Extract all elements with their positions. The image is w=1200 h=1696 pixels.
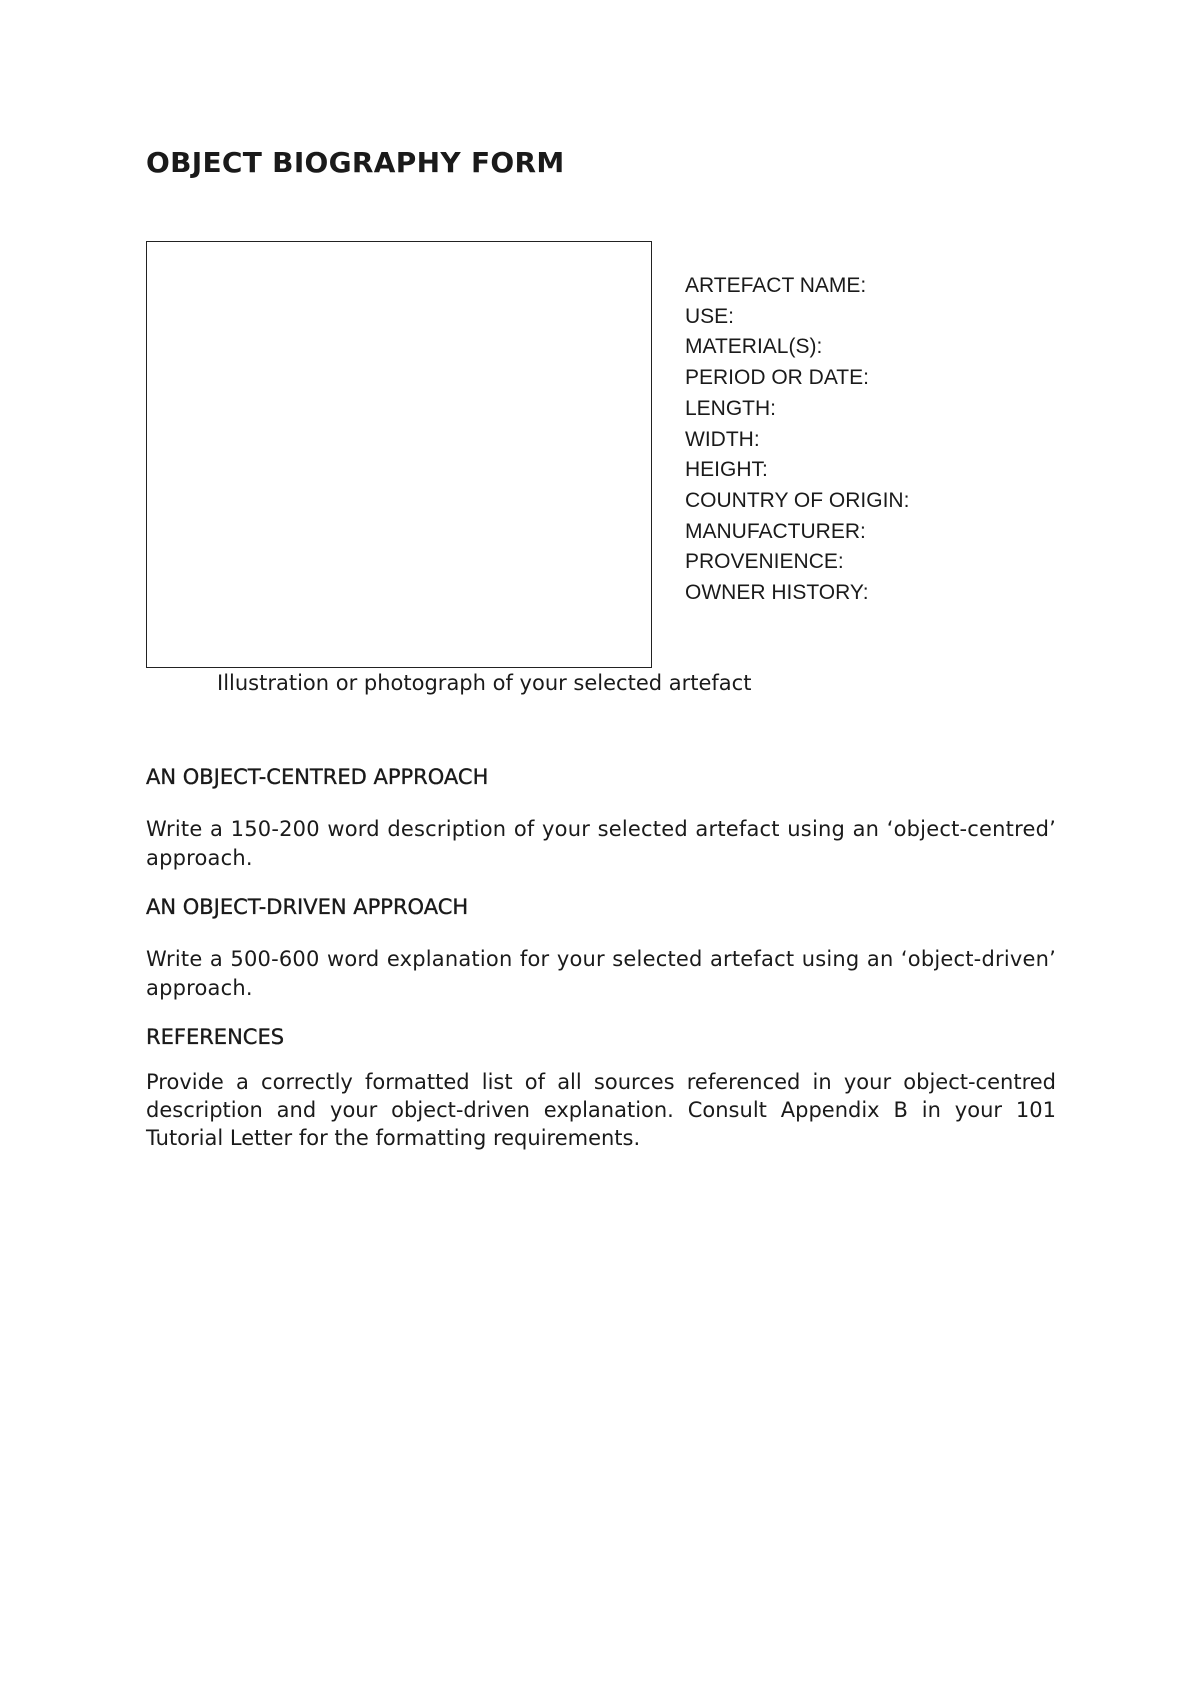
field-period-or-date: PERIOD OR DATE: [685, 366, 869, 390]
field-artefact-name: ARTEFACT NAME: [685, 274, 867, 297]
artefact-field-list [685, 271, 909, 609]
field-owner-history: OWNER HISTORY: [685, 581, 869, 605]
field-provenience: PROVENIENCE: [685, 550, 844, 574]
object-driven-heading: AN OBJECT-DRIVEN APPROACH [146, 895, 469, 919]
field-manufacturer: MANUFACTURER: [685, 519, 866, 543]
references-text: Provide a correctly formatted list of all sources referenced in your object-centred description and your object-driven explanation. Consult Appendix B in your 101 Tutorial Letter for the formatting requirements. [146, 1070, 1056, 1150]
object-centred-heading: AN OBJECT-CENTRED APPROACH [146, 765, 489, 789]
field-country-of-origin: COUNTRY OF ORIGIN: [685, 488, 910, 512]
field-height: HEIGHT: [685, 458, 768, 482]
field-width: WIDTH: [685, 427, 760, 451]
field-length: LENGTH: [685, 396, 777, 420]
object-centred-text: Write a 150-200 word description of your selected artefact using an ‘object-centred’ approach. [146, 817, 1056, 870]
references-heading: REFERENCES [146, 1025, 285, 1049]
field-materials: MATERIAL(S): [685, 335, 823, 359]
field-use: USE: [685, 304, 735, 328]
image-caption: Illustration or photograph of your selected artefact [217, 671, 752, 695]
object-driven-text: Write a 500-600 word explanation for your selected artefact using an ‘object-driven’ approach. [146, 947, 1056, 1000]
page-title: OBJECT BIOGRAPHY FORM [146, 146, 565, 179]
artefact-image-placeholder [146, 241, 652, 668]
